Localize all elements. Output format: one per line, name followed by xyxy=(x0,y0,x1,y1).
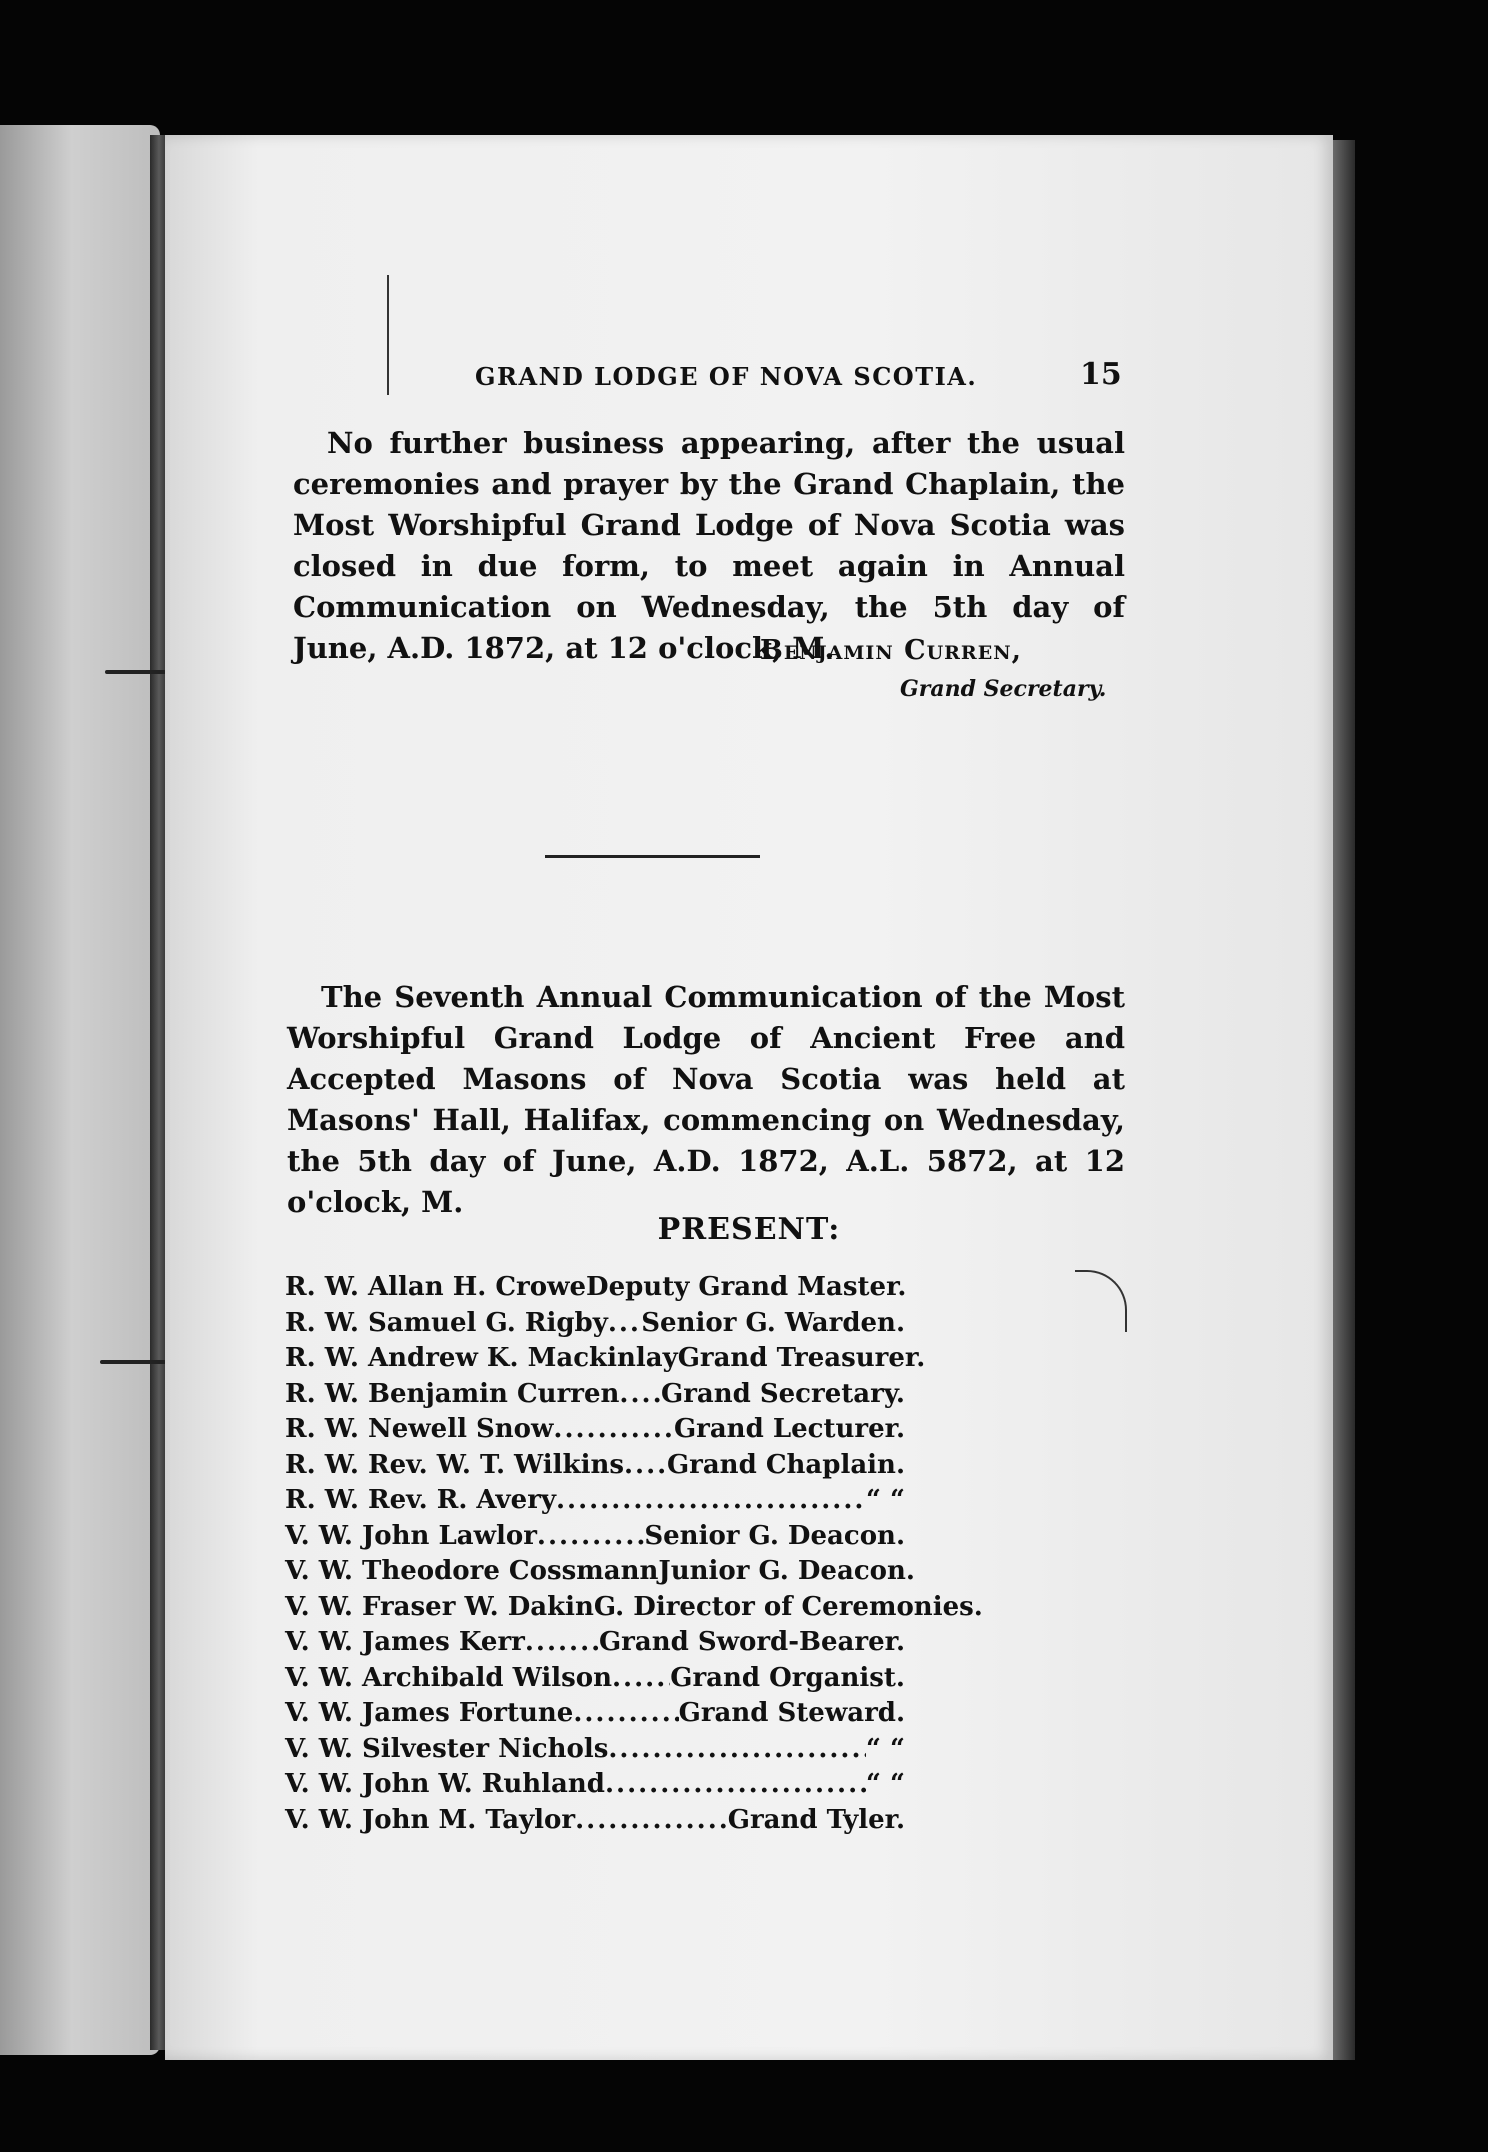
officer-row xyxy=(285,1625,905,1661)
officer-name: R. W. Andrew K. Mackinlay xyxy=(285,1343,678,1373)
officer-office: Junior G. Deacon. xyxy=(658,1556,915,1586)
officer-name: V. W. Fraser W. Dakin xyxy=(285,1591,594,1622)
officer-office: Grand Organist. xyxy=(670,1662,905,1693)
officer-office: Grand Tyler. xyxy=(727,1804,905,1835)
officer-row xyxy=(285,1519,905,1555)
dot-leader xyxy=(624,1448,667,1484)
signature-title: Grand Secretary. xyxy=(900,676,1107,702)
officer-name: R. W. Rev. R. Avery xyxy=(285,1485,556,1515)
officer-office: “ “ xyxy=(866,1733,905,1764)
officer-row xyxy=(285,1554,915,1590)
dot-leader xyxy=(575,1803,728,1839)
closing-paragraph xyxy=(293,423,1125,669)
dot-leader xyxy=(537,1519,644,1555)
officer-office: Deputy Grand Master. xyxy=(586,1272,907,1302)
officer-row xyxy=(285,1341,926,1377)
officer-office: Grand Secretary. xyxy=(660,1378,905,1409)
officers-list xyxy=(285,1270,983,1838)
officer-name: V. W. Silvester Nichols xyxy=(285,1733,609,1764)
officer-office: Grand Steward. xyxy=(678,1698,905,1728)
officer-row xyxy=(285,1306,905,1342)
officer-name: R. W. Samuel G. Rigby xyxy=(285,1307,608,1338)
officer-office: Grand Chaplain. xyxy=(666,1449,905,1480)
officer-name: V. W. John Lawlor xyxy=(285,1520,537,1551)
facing-page-edge xyxy=(0,125,160,2055)
officer-office: Senior G. Warden. xyxy=(641,1307,905,1338)
officer-name: V. W. James Kerr xyxy=(285,1627,525,1657)
present-heading: PRESENT: xyxy=(657,1212,841,1247)
dot-leader xyxy=(619,1377,661,1413)
dot-leader xyxy=(553,1412,674,1448)
officer-office: G. Director of Ceremonies. xyxy=(593,1591,983,1622)
officer-row xyxy=(285,1590,983,1626)
officer-office: Senior G. Deacon. xyxy=(644,1520,905,1551)
officer-row xyxy=(285,1377,905,1413)
officer-row xyxy=(285,1270,905,1306)
officer-name: R. W. Newell Snow xyxy=(285,1414,554,1444)
officer-name: R. W. Allan H. Crowe xyxy=(285,1272,587,1302)
signature-name: Benjamin Curren, xyxy=(760,635,1022,666)
running-head: GRAND LODGE OF NOVA SCOTIA. xyxy=(475,362,978,391)
officer-row xyxy=(285,1767,905,1803)
officer-office: “ “ xyxy=(866,1769,905,1799)
stray-pen-mark xyxy=(1075,1270,1127,1332)
closing-text: No further business appearing, after the usual ceremonies and prayer by the Grand Chaplain, the Most Worshipful Grand Lodge of Nova Scotia was closed in due form, to meet again in Annual Communication on Wednesday, the 5th day of June, A.D. 1872, at 12 o'clock, M. xyxy=(293,426,1125,665)
book-page xyxy=(165,135,1333,2060)
officer-row xyxy=(285,1412,905,1448)
dot-leader xyxy=(556,1483,866,1519)
officer-office: Grand Treasurer. xyxy=(677,1343,926,1373)
officer-row xyxy=(285,1483,905,1519)
communication-text: The Seventh Annual Communication of the Most Worshipful Grand Lodge of Ancient Free and Accepted Masons of Nova Scotia was held at Masons' Hall, Halifax, commencing on Wednesday, the 5th day of June, A.D. 1872, A.L. 5872, at 12 o'clock, M. xyxy=(287,980,1125,1219)
officer-name: V. W. John M. Taylor xyxy=(285,1804,576,1835)
page-content xyxy=(165,135,1333,2060)
officer-office: “ “ xyxy=(866,1485,905,1515)
dot-leader xyxy=(573,1696,678,1732)
dot-leader xyxy=(605,1767,866,1803)
officer-name: V. W. John W. Ruhland xyxy=(285,1769,605,1799)
officer-name: R. W. Rev. W. T. Wilkins xyxy=(285,1449,624,1480)
dot-leader xyxy=(608,1306,641,1342)
dot-leader xyxy=(525,1625,599,1661)
officer-row xyxy=(285,1696,905,1732)
officer-name: R. W. Benjamin Curren xyxy=(285,1378,620,1409)
page-number: 15 xyxy=(1080,357,1122,392)
binding-stitch xyxy=(100,1360,170,1364)
officer-name: V. W. James Fortune xyxy=(285,1698,574,1728)
officer-office: Grand Lecturer. xyxy=(673,1414,905,1444)
communication-paragraph xyxy=(287,977,1125,1223)
dot-leader xyxy=(608,1732,866,1768)
page-edge-shadow xyxy=(1333,140,1355,2060)
officer-office: Grand Sword-Bearer. xyxy=(598,1627,905,1657)
dot-leader xyxy=(612,1661,670,1697)
officer-name: V. W. Archibald Wilson xyxy=(285,1662,612,1693)
section-divider xyxy=(545,855,760,858)
stray-pen-mark xyxy=(387,275,389,395)
officer-name: V. W. Theodore Cossmann xyxy=(285,1556,659,1586)
officer-row xyxy=(285,1661,905,1697)
officer-row xyxy=(285,1803,905,1839)
officer-row xyxy=(285,1732,905,1768)
officer-row xyxy=(285,1448,905,1484)
